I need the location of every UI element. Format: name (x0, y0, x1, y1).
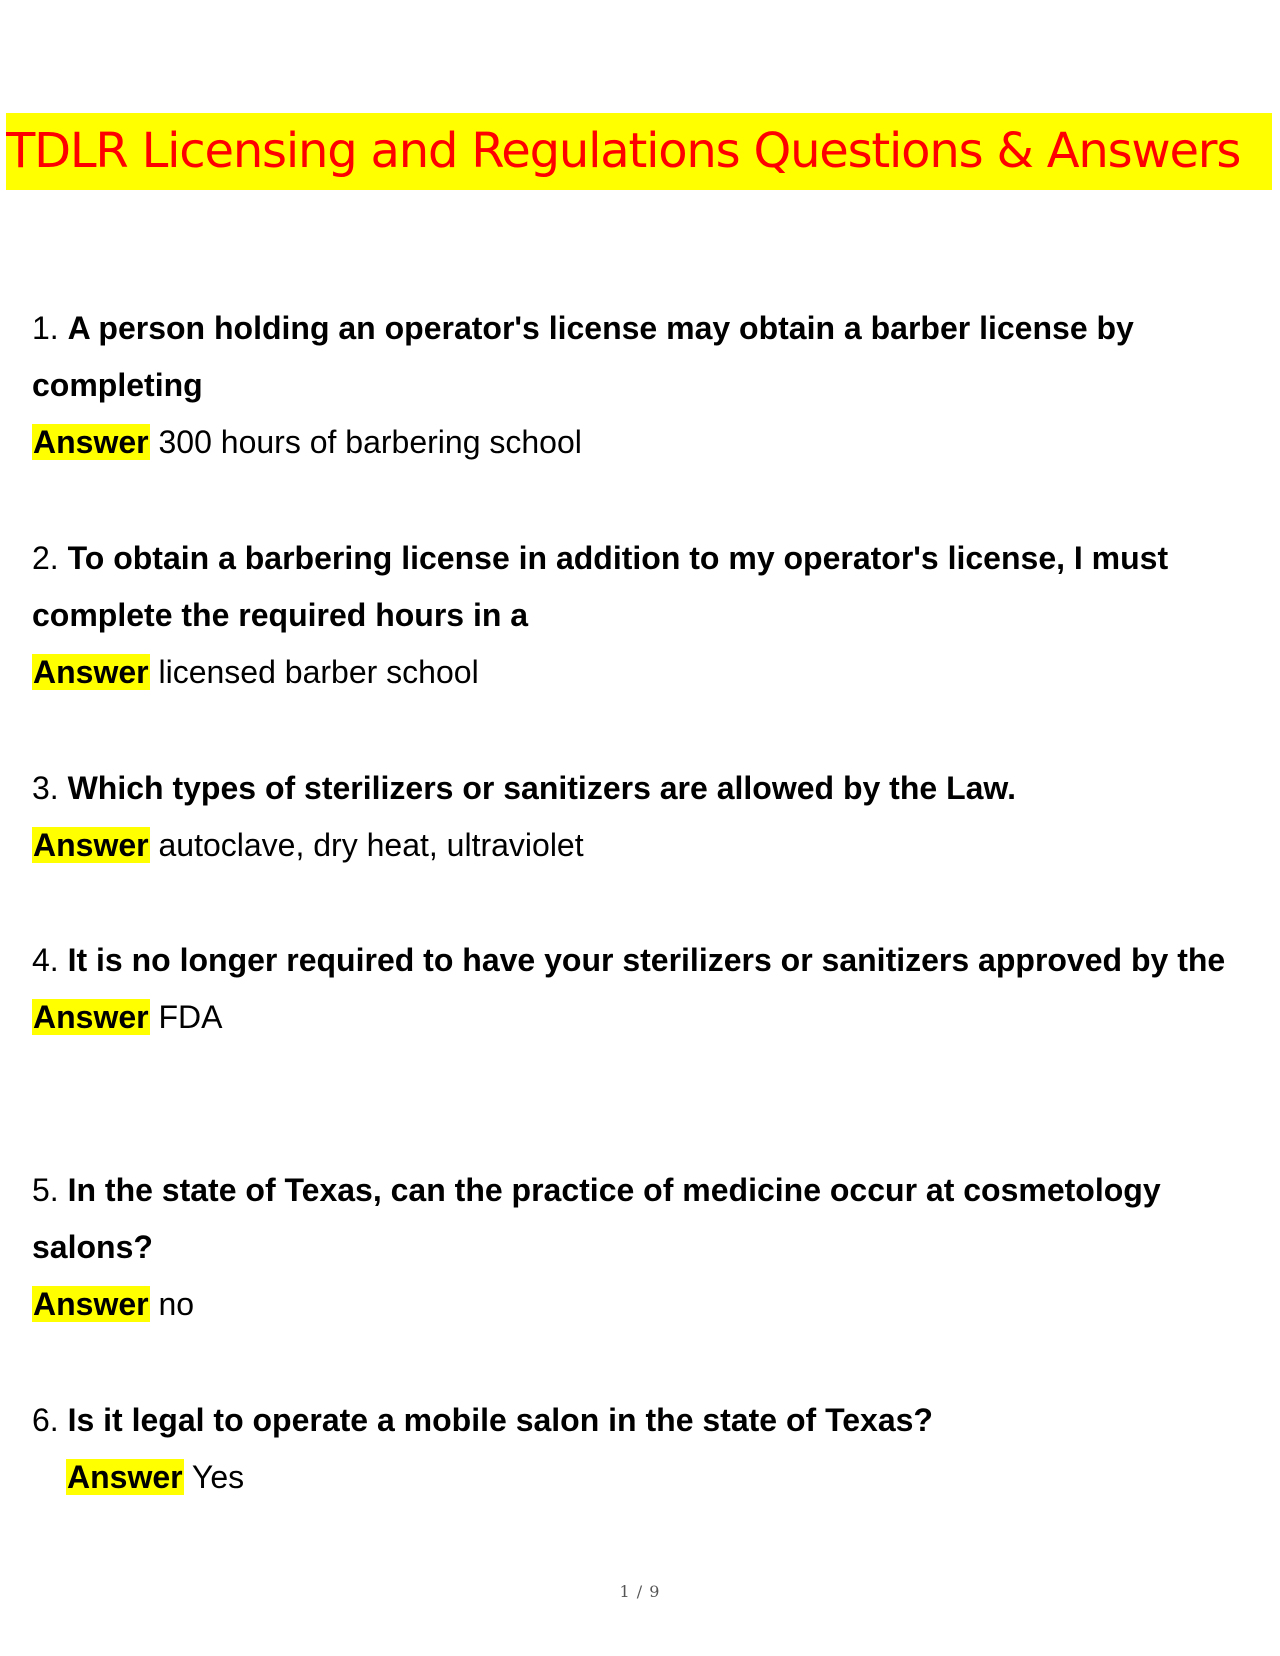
answer-line (32, 989, 1232, 1046)
answer-line (32, 1449, 1232, 1506)
answer-label: Answer (33, 654, 149, 690)
question-text: A person holding an operator's license may obtain a barber license by completing (32, 310, 1134, 403)
question-text: Which types of sterilizers or sanitizers are allowed by the Law. (67, 770, 1016, 806)
question-line (32, 760, 1232, 817)
answer-text: no (158, 1286, 195, 1322)
question-text: Is it legal to operate a mobile salon in the state of Texas? (67, 1402, 933, 1438)
question-line (32, 932, 1232, 989)
qa-item-1 (32, 300, 1232, 471)
question-line (32, 1392, 1232, 1449)
question-line (32, 300, 1232, 414)
answer-line (32, 644, 1232, 701)
question-line (32, 530, 1232, 644)
question-number: 6. (32, 1402, 59, 1438)
document-title-banner (6, 113, 1272, 190)
question-text: In the state of Texas, can the practice of medicine occur at cosmetology salons? (32, 1172, 1161, 1265)
question-line (32, 1162, 1232, 1276)
question-text: It is no longer required to have your sterilizers or sanitizers approved by the (67, 942, 1226, 978)
answer-text: Yes (191, 1459, 245, 1495)
qa-item-2 (32, 530, 1232, 701)
document-title: TDLR Licensing and Regulations Questions & Answers (6, 123, 1241, 179)
question-number: 2. (32, 540, 59, 576)
question-number: 3. (32, 770, 59, 806)
qa-item-4 (32, 932, 1232, 1046)
answer-line (32, 1276, 1232, 1333)
qa-item-5 (32, 1162, 1232, 1333)
question-number: 5. (32, 1172, 59, 1208)
answer-text: 300 hours of barbering school (158, 424, 582, 460)
answer-line (32, 817, 1232, 874)
question-number: 4. (32, 942, 59, 978)
qa-item-6 (32, 1392, 1232, 1506)
answer-text: autoclave, dry heat, ultraviolet (158, 827, 584, 863)
qa-item-3 (32, 760, 1232, 874)
answer-label: Answer (33, 999, 149, 1035)
question-text: To obtain a barbering license in addition to my operator's license, I must complete the required hours in a (32, 540, 1169, 633)
answer-line (32, 414, 1232, 471)
answer-label: Answer (33, 424, 149, 460)
answer-label: Answer (67, 1459, 183, 1495)
answer-label: Answer (33, 827, 149, 863)
question-number: 1. (32, 310, 59, 346)
answer-text: licensed barber school (158, 654, 479, 690)
answer-text: FDA (158, 999, 223, 1035)
answer-label: Answer (33, 1286, 149, 1322)
page-indicator: 1 / 9 (619, 1582, 661, 1601)
